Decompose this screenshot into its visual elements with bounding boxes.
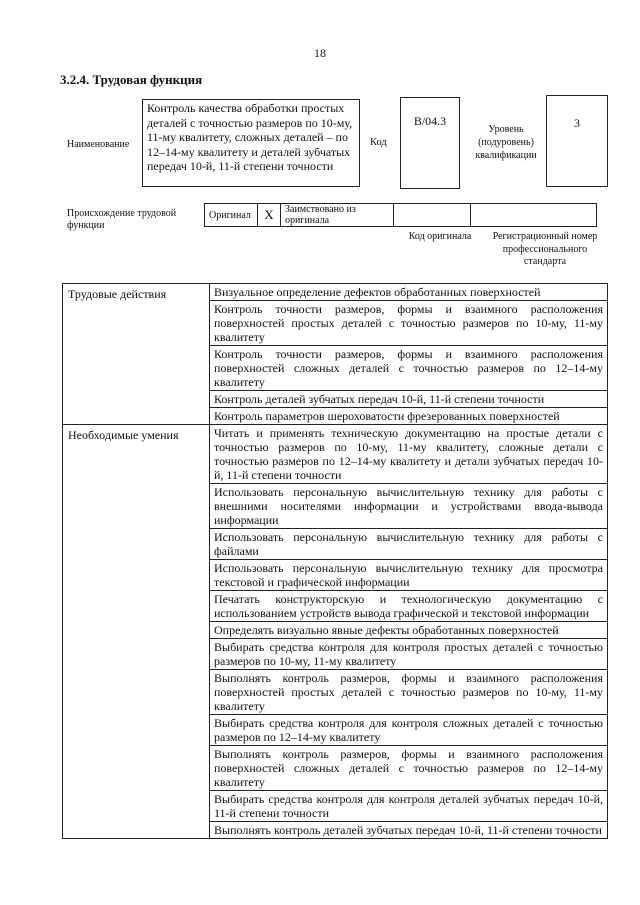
- original-mark: Х: [258, 204, 281, 227]
- origin-table: [204, 203, 597, 227]
- code-value-box: В/04.3: [400, 97, 460, 189]
- skill-item: Использовать персональную вычислительную технику для просмотра текстовой и графической информации: [210, 560, 608, 591]
- origin-label: Происхождение трудовой функции: [67, 208, 177, 231]
- page-number: 18: [314, 46, 326, 60]
- skill-item: Выполнять контроль размеров, формы и взаимного расположения поверхностей сложных деталей с точностью размеров по 12–14-му квалитету: [210, 746, 608, 791]
- skill-item: Выбирать средства контроля для контроля простых деталей с точностью размеров по 10-му, 11-му квалитету: [210, 639, 608, 670]
- function-name-box: Контроль качества обработки простых деталей с точностью размеров по 10-му, 11-му квалитету, сложных деталей – по 12–14-му квалитету и деталей зубчатых передач 10-й, 11-й степени точности: [142, 99, 360, 187]
- skill-item: Определять визуально явные дефекты обработанных поверхностей: [210, 622, 608, 639]
- skill-item: Выбирать средства контроля для контроля сложных деталей с точностью размеров по 12–14-му квалитету: [210, 715, 608, 746]
- function-table: [62, 283, 608, 839]
- code-original-cell: [394, 204, 471, 227]
- labor-action-item: Контроль деталей зубчатых передач 10-й, 11-й степени точности: [210, 391, 608, 408]
- code-label: Код: [370, 137, 387, 148]
- skill-item: Использовать персональную вычислительную технику для работы с файлами: [210, 529, 608, 560]
- skill-item: Выбирать средства контроля для контроля деталей зубчатых передач 10-й, 11-й степени точности: [210, 791, 608, 822]
- level-label: Уровень (подуровень) квалификации: [475, 124, 537, 161]
- required-skills-header: Необходимые умения: [63, 425, 210, 839]
- labor-action-item: Контроль точности размеров, формы и взаимного расположения поверхностей сложных деталей с точностью размеров по 12–14-му квалитету: [210, 346, 608, 391]
- reg-number-label: Регистрационный номер профессионального стандарта: [492, 231, 598, 267]
- original-label: Оригинал: [205, 204, 258, 227]
- table-row: [63, 425, 608, 484]
- table-row: [63, 284, 608, 301]
- skill-item: Печатать конструкторскую и технологическую документацию с использованием устройств вывода графической и текстовой информации: [210, 591, 608, 622]
- level-value-box: 3: [546, 95, 608, 187]
- skill-item: Выполнять контроль размеров, формы и взаимного расположения поверхностей простых деталей с точностью размеров по 10-му, 11-му квалитету: [210, 670, 608, 715]
- section-title: 3.2.4. Трудовая функция: [60, 72, 203, 87]
- labor-action-item: Визуальное определение дефектов обработанных поверхностей: [210, 284, 608, 301]
- reg-number-cell: [471, 204, 597, 227]
- code-original-label: Код оригинала: [408, 231, 472, 242]
- labor-action-item: Контроль параметров шероховатости фрезерованных поверхностей: [210, 408, 608, 425]
- skill-item: Использовать персональную вычислительную технику для работы с внешними носителями информации и устройствами ввода-вывода информации: [210, 484, 608, 529]
- labor-action-item: Контроль точности размеров, формы и взаимного расположения поверхностей простых деталей с точностью размеров по 10-му, 11-му квалитету: [210, 301, 608, 346]
- borrowed-label: Заимствовано из оригинала: [281, 204, 394, 227]
- skill-item: Выполнять контроль деталей зубчатых передач 10-й, 11-й степени точности: [210, 822, 608, 839]
- labor-actions-header: Трудовые действия: [63, 284, 210, 425]
- skill-item: Читать и применять техническую документацию на простые детали с точностью размеров по 10-му, 11-му квалитету, сложные детали с точностью размеров по 12–14-му квалитету и детали зубчатых передач 10-й, 11-й степени точности: [210, 425, 608, 484]
- name-label: Наименование: [67, 139, 130, 150]
